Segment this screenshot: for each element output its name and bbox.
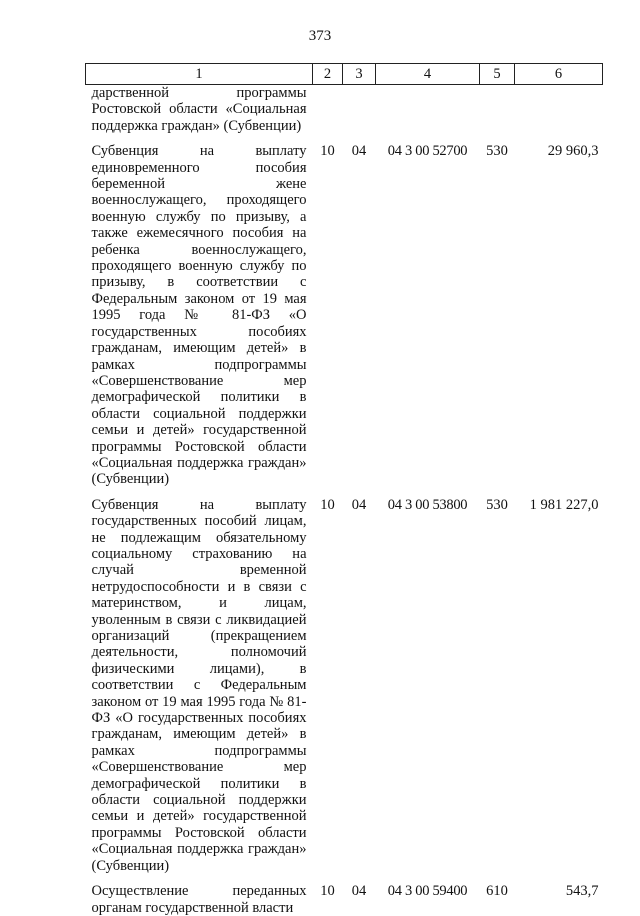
row-amount: 543,7 [565,883,599,900]
column-header-section: 2 [313,64,343,85]
column-header-amount: 6 [515,64,603,85]
row-description: Субвенция на выплату единовременного пособия беременной жене военнослужащего, проходящего военную службу по призыву, а также ежемесячного пособия на ребенка военнослужащего, проходящего военную службу по призыву, в соответствии с Федеральным законом от 19 мая 1995 года № 81-ФЗ «О государственных пособиях гражданам, имеющим детей» в рамках подпрограммы «Совершенствование мер демографической политики в области социальной поддержки семьи и детей» государственной программы Ростовской области «Социальная поддержка граждан» (Субвенции) [91,143,307,488]
row-section: 10 [320,883,335,900]
row-amount: 29 960,3 [547,143,599,160]
row-target-code: 04 3 00 59400 [387,883,468,900]
row-expense-type: 610 [486,883,508,900]
column-header-subsection: 3 [343,64,376,85]
row-description: Осуществление переданных органам государственной власти [91,883,307,916]
table-header-row [86,64,603,85]
table-row [86,134,603,488]
row-target-code: 04 3 00 52700 [387,143,468,160]
column-header-target-code: 4 [376,64,480,85]
row-subsection: 04 [351,143,367,160]
row-target-code [376,85,480,135]
column-header-description: 1 [86,64,313,85]
row-description: Субвенция на выплату государственных пособий лицам, не подлежащим обязательному социальному страхованию на случай временной нетрудоспособности и в связи с материнством, и лицам, уволенным в связи с ликвидацией организаций (прекращением деятельности, полномочий физическими лицами), в соответствии с Федеральным законом от 19 мая 1995 года № 81-ФЗ «О государственных пособиях гражданам, имеющим детей» в рамках подпрограммы «Совершенствование мер демографической политики в области социальной поддержки семьи и детей» государственной программы Ростовской области «Социальная поддержка граждан» (Субвенции) [91,496,307,874]
table-row [86,85,603,135]
page-number: 373 [308,28,332,44]
row-expense-type: 530 [486,143,508,160]
row-amount: 1 981 227,0 [529,496,599,513]
column-header-expense-type: 5 [480,64,515,85]
row-subsection: 04 [351,496,367,513]
row-section: 10 [320,496,335,513]
row-expense-type: 530 [486,496,508,513]
table-row [86,488,603,874]
row-expense-type [480,85,515,135]
row-target-code: 04 3 00 53800 [387,496,468,513]
row-subsection: 04 [351,883,367,900]
row-subsection [343,85,376,135]
row-section [313,85,343,135]
row-amount [515,85,603,135]
row-description: дарственной программы Ростовской области «Социальная поддержка граждан» (Субвенции) [91,85,307,134]
budget-table [85,63,603,916]
table-row [86,874,603,916]
row-section: 10 [320,143,335,160]
